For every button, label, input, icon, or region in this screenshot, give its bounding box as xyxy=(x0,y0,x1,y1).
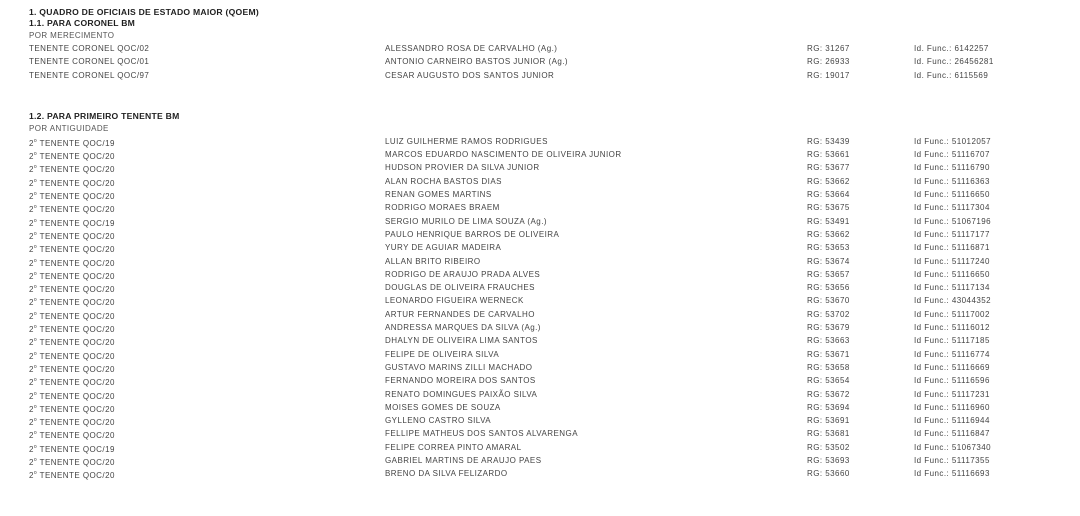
rank-ordinal-superscript: o xyxy=(33,230,38,237)
rg-cell: RG: 53670 xyxy=(807,296,850,306)
rank-text: TENENTE QOC/20 xyxy=(37,418,115,428)
rg-cell: RG: 53653 xyxy=(807,243,850,253)
rg-cell: RG: 53502 xyxy=(807,442,850,452)
table-row xyxy=(29,161,1059,174)
id-func-cell: Id Func.: 51117002 xyxy=(914,309,990,319)
name-cell: PAULO HENRIQUE BARROS DE OLIVEIRA xyxy=(385,229,560,239)
rank-ordinal-superscript: o xyxy=(33,151,38,158)
rank-text: TENENTE QOC/19 xyxy=(37,218,115,228)
name-cell: GYLLENO CASTRO SILVA xyxy=(385,416,492,426)
rank-text: TENENTE QOC/20 xyxy=(37,165,115,175)
rank-ordinal: 2 xyxy=(29,178,34,188)
id-func-cell: Id Func.: 51116012 xyxy=(914,323,990,333)
promotion-list-coronel xyxy=(29,42,1059,82)
rank-text: TENENTE QOC/19 xyxy=(37,444,115,454)
id-func-cell: Id Func.: 51067340 xyxy=(914,442,992,452)
table-row xyxy=(29,427,1059,440)
rank-ordinal: 2 xyxy=(29,364,34,374)
rank-text: TENENTE QOC/20 xyxy=(37,152,115,162)
table-row xyxy=(29,135,1059,148)
rank-ordinal-superscript: o xyxy=(33,270,38,277)
promotion-list-primeiro-tenente xyxy=(29,135,1059,481)
rg-cell: RG: 53679 xyxy=(807,323,850,333)
rg-cell: RG: 53657 xyxy=(807,269,850,279)
rg-cell: RG: 53664 xyxy=(807,190,850,200)
rank-ordinal: 2 xyxy=(29,431,34,441)
rank-ordinal-superscript: o xyxy=(33,457,38,464)
criterion-antiguidade: POR ANTIGUIDADE xyxy=(29,123,109,133)
name-cell: YURY DE AGUIAR MADEIRA xyxy=(385,243,502,253)
rg-cell: RG: 53658 xyxy=(807,362,850,372)
id-func-cell: Id Func.: 51116669 xyxy=(914,362,990,372)
table-row xyxy=(29,42,1059,55)
table-row xyxy=(29,188,1059,201)
name-cell: MARCOS EDUARDO NASCIMENTO DE OLIVEIRA JUNIOR xyxy=(385,150,622,160)
id-func-cell: Id Func.: 51117134 xyxy=(914,283,990,293)
id-func-cell: Id. Func.: 26456281 xyxy=(914,57,994,67)
rank-ordinal-superscript: o xyxy=(33,443,38,450)
rg-cell: RG: 53491 xyxy=(807,216,850,226)
id-func-cell: Id Func.: 51116650 xyxy=(914,190,990,200)
rg-cell: RG: 19017 xyxy=(807,70,850,80)
rg-cell: RG: 53662 xyxy=(807,229,850,239)
rg-cell: RG: 53662 xyxy=(807,176,850,186)
rank-ordinal-superscript: o xyxy=(33,191,38,198)
rank-ordinal-superscript: o xyxy=(33,390,38,397)
id-func-cell: Id Func.: 51116650 xyxy=(914,269,990,279)
rank-text: TENENTE QOC/19 xyxy=(37,138,115,148)
name-cell: CESAR AUGUSTO DOS SANTOS JUNIOR xyxy=(385,70,555,80)
rank-text: TENENTE QOC/20 xyxy=(37,231,115,241)
rank-cell xyxy=(29,467,115,482)
table-row xyxy=(29,374,1059,387)
rg-cell: RG: 53671 xyxy=(807,349,850,359)
rank-ordinal-superscript: o xyxy=(33,284,38,291)
table-row xyxy=(29,414,1059,427)
name-cell: DOUGLAS DE OLIVEIRA FRAUCHES xyxy=(385,283,535,293)
rank-ordinal: 2 xyxy=(29,458,34,468)
rank-ordinal: 2 xyxy=(29,325,34,335)
id-func-cell: Id Func.: 51117231 xyxy=(914,389,990,399)
table-row xyxy=(29,228,1059,241)
id-func-cell: Id Func.: 51012057 xyxy=(914,136,992,146)
rank-ordinal-superscript: o xyxy=(33,324,38,331)
rank-ordinal: 2 xyxy=(29,444,34,454)
name-cell: RENAN GOMES MARTINS xyxy=(385,190,492,200)
rank-text: TENENTE QOC/20 xyxy=(37,258,115,268)
name-cell: FELIPE DE OLIVEIRA SILVA xyxy=(385,349,500,359)
id-func-cell: Id Func.: 51117240 xyxy=(914,256,990,266)
name-cell: BRENO DA SILVA FELIZARDO xyxy=(385,469,508,479)
name-cell: SERGIO MURILO DE LIMA SOUZA (Ag.) xyxy=(385,216,547,226)
rank-ordinal-superscript: o xyxy=(33,377,38,384)
rank-text: TENENTE QOC/20 xyxy=(37,178,115,188)
name-cell: GABRIEL MARTINS DE ARAUJO PAES xyxy=(385,456,542,466)
rg-cell: RG: 53694 xyxy=(807,402,850,412)
rank-ordinal: 2 xyxy=(29,218,34,228)
rank-ordinal-superscript: o xyxy=(33,244,38,251)
rank-ordinal-superscript: o xyxy=(33,310,38,317)
name-cell: HUDSON PROVIER DA SILVA JUNIOR xyxy=(385,163,540,173)
id-func-cell: Id Func.: 51067196 xyxy=(914,216,992,226)
rank-text: TENENTE QOC/20 xyxy=(37,205,115,215)
id-func-cell: Id Func.: 51117177 xyxy=(914,229,990,239)
rank-text: TENENTE QOC/20 xyxy=(37,351,115,361)
rg-cell: RG: 53675 xyxy=(807,203,850,213)
name-cell: MOISES GOMES DE SOUZA xyxy=(385,402,501,412)
name-cell: RODRIGO MORAES BRAEM xyxy=(385,203,500,213)
rank-ordinal: 2 xyxy=(29,338,34,348)
name-cell: LEONARDO FIGUEIRA WERNECK xyxy=(385,296,524,306)
rank-ordinal-superscript: o xyxy=(33,177,38,184)
name-cell: RODRIGO DE ARAUJO PRADA ALVES xyxy=(385,269,541,279)
rank-ordinal: 2 xyxy=(29,285,34,295)
table-row xyxy=(29,215,1059,228)
rank-text: TENENTE QOC/20 xyxy=(37,298,115,308)
table-row xyxy=(29,255,1059,268)
table-row xyxy=(29,241,1059,254)
rank-ordinal: 2 xyxy=(29,378,34,388)
rank-ordinal: 2 xyxy=(29,258,34,268)
id-func-cell: Id Func.: 51116790 xyxy=(914,163,990,173)
rank-ordinal: 2 xyxy=(29,192,34,202)
rank-ordinal: 2 xyxy=(29,418,34,428)
rank-text: TENENTE QOC/20 xyxy=(37,378,115,388)
rank-ordinal: 2 xyxy=(29,391,34,401)
rank-ordinal: 2 xyxy=(29,165,34,175)
rank-text: TENENTE QOC/20 xyxy=(37,311,115,321)
id-func-cell: Id Func.: 51116363 xyxy=(914,176,990,186)
table-row xyxy=(29,148,1059,161)
name-cell: ANDRESSA MARQUES DA SILVA (Ag.) xyxy=(385,323,541,333)
subsection-heading-coronel: 1.1. PARA CORONEL BM xyxy=(29,18,136,28)
table-row xyxy=(29,281,1059,294)
rank-text: TENENTE QOC/20 xyxy=(37,245,115,255)
rank-ordinal: 2 xyxy=(29,298,34,308)
table-row xyxy=(29,321,1059,334)
rank-ordinal: 2 xyxy=(29,205,34,215)
rank-ordinal: 2 xyxy=(29,245,34,255)
rg-cell: RG: 53661 xyxy=(807,150,850,160)
rank-ordinal: 2 xyxy=(29,271,34,281)
name-cell: GUSTAVO MARINS ZILLI MACHADO xyxy=(385,362,533,372)
id-func-cell: Id. Func.: 6115569 xyxy=(914,70,989,80)
id-func-cell: Id Func.: 51116960 xyxy=(914,402,990,412)
id-func-cell: Id Func.: 51116944 xyxy=(914,416,990,426)
document xyxy=(29,7,1059,481)
rg-cell: RG: 53654 xyxy=(807,376,850,386)
id-func-cell: Id Func.: 51116871 xyxy=(914,243,990,253)
rg-cell: RG: 53439 xyxy=(807,136,850,146)
rank-ordinal-superscript: o xyxy=(33,430,38,437)
name-cell: DHALYN DE OLIVEIRA LIMA SANTOS xyxy=(385,336,538,346)
rg-cell: RG: 31267 xyxy=(807,44,850,53)
rank-ordinal: 2 xyxy=(29,471,34,481)
id-func-cell: Id. Func.: 6142257 xyxy=(914,44,989,53)
name-cell: FELIPE CORREA PINTO AMARAL xyxy=(385,442,522,452)
rank-text: TENENTE QOC/20 xyxy=(37,364,115,374)
rank-text: TENENTE QOC/20 xyxy=(37,338,115,348)
table-row xyxy=(29,69,1059,82)
rg-cell: RG: 53677 xyxy=(807,163,850,173)
table-row xyxy=(29,201,1059,214)
rank-text: TENENTE QOC/20 xyxy=(37,404,115,414)
rank-cell: TENENTE CORONEL QOC/97 xyxy=(29,70,150,80)
id-func-cell: Id Func.: 51117185 xyxy=(914,336,990,346)
rank-ordinal-superscript: o xyxy=(33,137,38,144)
rg-cell: RG: 53656 xyxy=(807,283,850,293)
id-func-cell: Id Func.: 51116596 xyxy=(914,376,990,386)
table-row xyxy=(29,467,1059,480)
table-row xyxy=(29,348,1059,361)
table-row xyxy=(29,441,1059,454)
name-cell: RENATO DOMINGUES PAIXÃO SILVA xyxy=(385,389,538,399)
rank-ordinal: 2 xyxy=(29,231,34,241)
rank-ordinal-superscript: o xyxy=(33,350,38,357)
id-func-cell: Id Func.: 51116707 xyxy=(914,150,990,160)
name-cell: ALLAN BRITO RIBEIRO xyxy=(385,256,481,266)
rank-ordinal-superscript: o xyxy=(33,403,38,410)
table-row xyxy=(29,294,1059,307)
rank-ordinal-superscript: o xyxy=(33,297,38,304)
name-cell: ARTUR FERNANDES DE CARVALHO xyxy=(385,309,535,319)
rg-cell: RG: 53674 xyxy=(807,256,850,266)
name-cell: LUIZ GUILHERME RAMOS RODRIGUES xyxy=(385,136,548,146)
rank-text: TENENTE QOC/20 xyxy=(37,458,115,468)
name-cell: ANTONIO CARNEIRO BASTOS JUNIOR (Ag.) xyxy=(385,57,569,67)
table-row xyxy=(29,308,1059,321)
rg-cell: RG: 53702 xyxy=(807,309,850,319)
table-row xyxy=(29,334,1059,347)
table-row xyxy=(29,55,1059,68)
rg-cell: RG: 53691 xyxy=(807,416,850,426)
rank-text: TENENTE QOC/20 xyxy=(37,391,115,401)
name-cell: FERNANDO MOREIRA DOS SANTOS xyxy=(385,376,536,386)
id-func-cell: Id Func.: 51116693 xyxy=(914,469,990,479)
rank-ordinal: 2 xyxy=(29,351,34,361)
rank-text: TENENTE QOC/20 xyxy=(37,431,115,441)
id-func-cell: Id Func.: 51117355 xyxy=(914,456,990,466)
table-row xyxy=(29,361,1059,374)
rank-text: TENENTE QOC/20 xyxy=(37,271,115,281)
rg-cell: RG: 26933 xyxy=(807,57,850,67)
rank-ordinal-superscript: o xyxy=(33,217,38,224)
name-cell: ALAN ROCHA BASTOS DIAS xyxy=(385,176,502,186)
id-func-cell: Id Func.: 51116774 xyxy=(914,349,990,359)
name-cell: ALESSANDRO ROSA DE CARVALHO (Ag.) xyxy=(385,44,558,53)
id-func-cell: Id Func.: 43044352 xyxy=(914,296,992,306)
name-cell: FELLIPE MATHEUS DOS SANTOS ALVARENGA xyxy=(385,429,578,439)
rank-text: TENENTE QOC/20 xyxy=(37,471,115,481)
rank-ordinal-superscript: o xyxy=(33,417,38,424)
rank-text: TENENTE QOC/20 xyxy=(37,192,115,202)
rank-text: TENENTE QOC/20 xyxy=(37,285,115,295)
rank-ordinal-superscript: o xyxy=(33,470,38,477)
rg-cell: RG: 53660 xyxy=(807,469,850,479)
table-row xyxy=(29,388,1059,401)
rank-ordinal: 2 xyxy=(29,138,34,148)
rg-cell: RG: 53681 xyxy=(807,429,850,439)
rank-ordinal: 2 xyxy=(29,404,34,414)
rank-ordinal-superscript: o xyxy=(33,164,38,171)
rank-ordinal-superscript: o xyxy=(33,337,38,344)
rank-ordinal-superscript: o xyxy=(33,257,38,264)
subsection-heading-primeiro-tenente: 1.2. PARA PRIMEIRO TENENTE BM xyxy=(29,110,180,121)
rank-cell: TENENTE CORONEL QOC/01 xyxy=(29,57,150,67)
id-func-cell: Id Func.: 51117304 xyxy=(914,203,990,213)
rg-cell: RG: 53672 xyxy=(807,389,850,399)
rg-cell: RG: 53693 xyxy=(807,456,850,466)
rank-ordinal: 2 xyxy=(29,311,34,321)
rank-ordinal: 2 xyxy=(29,152,34,162)
criterion-merecimento: POR MERECIMENTO xyxy=(29,31,115,40)
rank-ordinal-superscript: o xyxy=(33,363,38,370)
table-row xyxy=(29,268,1059,281)
table-row xyxy=(29,175,1059,188)
rank-ordinal-superscript: o xyxy=(33,204,38,211)
id-func-cell: Id Func.: 51116847 xyxy=(914,429,990,439)
table-row xyxy=(29,454,1059,467)
table-row xyxy=(29,401,1059,414)
rg-cell: RG: 53663 xyxy=(807,336,850,346)
rank-cell: TENENTE CORONEL QOC/02 xyxy=(29,44,150,53)
rank-text: TENENTE QOC/20 xyxy=(37,325,115,335)
section-heading: 1. QUADRO DE OFICIAIS DE ESTADO MAIOR (QOEM) xyxy=(29,7,259,17)
